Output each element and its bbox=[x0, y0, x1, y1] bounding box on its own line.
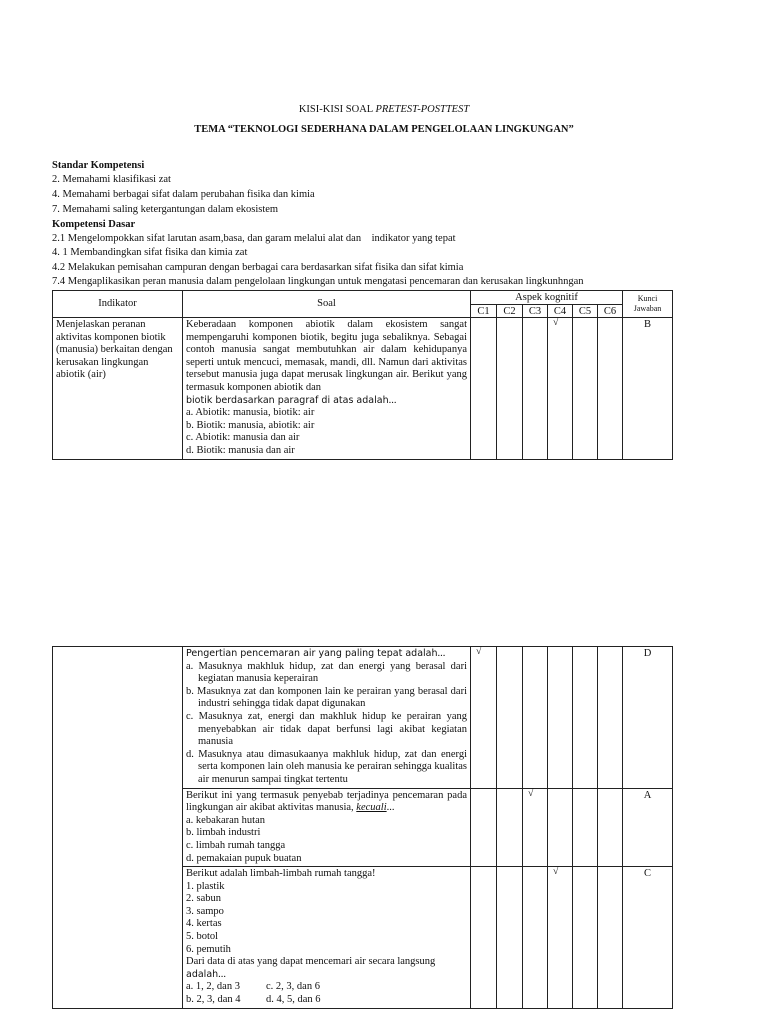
level-cell bbox=[573, 318, 598, 460]
soal-cell bbox=[183, 318, 471, 460]
ellipsis: ... bbox=[437, 648, 446, 659]
soal-cell bbox=[183, 867, 471, 1009]
level-cell bbox=[598, 788, 623, 867]
answer-option: a. Abiotik: manusia, biotik: air bbox=[186, 407, 315, 419]
answer-option: c. Masuknya zat, energi dan makhluk hidup ke perairan yang menyebabkan air tidak dapat berfunsi lagi akibat kegiatan manusia bbox=[186, 710, 467, 748]
ellipsis: ... bbox=[218, 968, 227, 980]
check-mark-c3: √ bbox=[523, 788, 548, 867]
list-item: 3. sampo bbox=[186, 905, 224, 917]
list-item: 4. kertas bbox=[186, 918, 222, 930]
answer-option-row bbox=[186, 994, 467, 1007]
answer-option: b. limbah industri bbox=[186, 827, 261, 839]
answer-key: C bbox=[623, 867, 673, 1009]
question-stem-tail bbox=[186, 395, 467, 408]
answer-option: c. Abiotik: manusia dan air bbox=[186, 432, 300, 444]
answer-option: b. Biotik: manusia, abiotik: air bbox=[186, 419, 315, 431]
stem-text: Pengertian pencemaran air yang paling tepat adalah bbox=[186, 648, 438, 659]
level-cell bbox=[497, 867, 523, 1009]
indikator-cell bbox=[53, 647, 183, 1009]
answer-option: d. pemakaian pupuk buatan bbox=[186, 852, 302, 864]
question-tail bbox=[186, 969, 467, 982]
title-italic: PRETEST-POSTTEST bbox=[375, 104, 470, 115]
document-subtitle: TEMA “TEKNOLOGI SEDERHANA DALAM PENGELOLAAN LINGKUNGAN” bbox=[194, 124, 574, 135]
check-mark-c4: √ bbox=[548, 318, 573, 460]
answer-option: d. Biotik: manusia dan air bbox=[186, 444, 295, 456]
header-soal: Soal bbox=[183, 291, 471, 318]
level-cell bbox=[573, 788, 598, 867]
list-item: 1. plastik bbox=[186, 880, 225, 892]
level-cell bbox=[523, 867, 548, 1009]
level-cell bbox=[497, 647, 523, 789]
answer-option: c. limbah rumah tangga bbox=[186, 839, 286, 851]
header-c6: C6 bbox=[598, 305, 623, 318]
answer-option: b. Masuknya zat dan komponen lain ke perairan yang berasal dari industri sehingga tidak dapat digunakan bbox=[186, 685, 467, 710]
stem-kecuali: kecuali bbox=[356, 802, 387, 814]
answer-option-row bbox=[186, 981, 467, 994]
question-text: Dari data di atas yang dapat mencemari air secara langsung bbox=[186, 956, 436, 968]
level-cell bbox=[573, 867, 598, 1009]
level-cell bbox=[471, 318, 497, 460]
header-kunci-jawaban bbox=[623, 291, 673, 318]
level-cell bbox=[598, 318, 623, 460]
answer-key: A bbox=[623, 788, 673, 867]
answer-option: a. Masuknya makhluk hidup, zat dan energi yang berasal dari kegiatan manusia keperairan bbox=[186, 660, 467, 685]
question-stem: Berikut adalah limbah-limbah rumah tangga! bbox=[186, 868, 376, 880]
level-cell bbox=[523, 318, 548, 460]
ellipsis: ... bbox=[388, 394, 397, 406]
dasar-item: 7.4 Mengaplikasikan peran manusia dalam pengelolaan lingkungan untuk mengatasi pencemaran dan kerusakan lingkunhngan bbox=[52, 276, 584, 287]
ellipsis: ... bbox=[386, 802, 395, 814]
answer-key: D bbox=[623, 647, 673, 789]
check-mark-c4: √ bbox=[548, 867, 573, 1009]
level-cell bbox=[471, 788, 497, 867]
soal-cell bbox=[183, 647, 471, 789]
level-cell bbox=[598, 647, 623, 789]
dasar-heading: Kompetensi Dasar bbox=[52, 219, 136, 230]
header-c5: C5 bbox=[573, 305, 598, 318]
kunci-line2: Jawaban bbox=[633, 304, 662, 313]
answer-option: d. Masuknya atau dimasukaanya makhluk hidup, zat dan energi serta komponen lain oleh manusia ke perairan sehingga kualitas air menurun sampai tingkat tertentu bbox=[186, 748, 467, 785]
question-stem: Keberadaan komponen abiotik dalam ekosistem sangat mempengaruhi komponen biotik, begitu juga sebaliknya. Sebagai contoh manusia sangat membutuhkan air dalam kehidupanya seperti untuk mencuci, memasak, mandi, dll. Namun dari aktivitas tersebut manusia juga dapat merusak lingkungan air. Berikut yang termasuk komponen abiotik dan bbox=[186, 319, 467, 393]
level-cell bbox=[523, 647, 548, 789]
stem-text: Berikut ini yang termasuk penyebab terjadinya pencemaran pada lingkungan air akibat aktivitas manusia, bbox=[186, 789, 467, 814]
header-c1: C1 bbox=[471, 305, 497, 318]
standar-item: 4. Memahami berbagai sifat dalam perubahan fisika dan kimia bbox=[52, 189, 315, 200]
standar-item: 2. Memahami klasifikasi zat bbox=[52, 174, 171, 185]
kisi-table-1 bbox=[52, 290, 673, 460]
question-tail-text: adalah bbox=[186, 968, 219, 980]
level-cell bbox=[548, 647, 573, 789]
level-cell bbox=[471, 867, 497, 1009]
level-cell bbox=[573, 647, 598, 789]
stem-tail-text: biotik berdasarkan paragraf di atas adalah bbox=[186, 394, 389, 406]
indikator-cell: Menjelaskan peranan aktivitas komponen biotik (manusia) berkaitan dengan kerusakan lingkungan abiotik (air) bbox=[53, 318, 183, 460]
title-prefix: KISI-KISI SOAL bbox=[298, 104, 376, 115]
level-cell bbox=[598, 867, 623, 1009]
dasar-item: 2.1 Mengelompokkan sifat larutan asam,basa, dan garam melalui alat dan indikator yang tepat bbox=[52, 233, 456, 244]
header-c2: C2 bbox=[497, 305, 523, 318]
list-item: 5. botol bbox=[186, 931, 219, 943]
level-cell bbox=[497, 318, 523, 460]
soal-cell bbox=[183, 788, 471, 867]
answer-key: B bbox=[623, 318, 673, 460]
header-indikator: Indikator bbox=[53, 291, 183, 318]
answer-option-b: b. 2, 3, dan 4 bbox=[186, 994, 241, 1006]
standar-item: 7. Memahami saling ketergantungan dalam ekosistem bbox=[52, 204, 279, 215]
level-cell bbox=[497, 788, 523, 867]
answer-option-c: c. 2, 3, dan 6 bbox=[266, 981, 320, 993]
document-title bbox=[0, 104, 768, 115]
kunci-line1: Kunci bbox=[637, 294, 658, 303]
answer-option-a: a. 1, 2, dan 3 bbox=[186, 981, 240, 993]
question-stem bbox=[186, 648, 467, 661]
header-aspek-kognitif: Aspek kognitif bbox=[471, 291, 623, 305]
question-stem bbox=[186, 790, 467, 815]
standar-heading: Standar Kompetensi bbox=[52, 160, 145, 171]
list-item: 2. sabun bbox=[186, 893, 221, 905]
kisi-table-2 bbox=[52, 646, 673, 1009]
dasar-item: 4. 1 Membandingkan sifat fisika dan kimia zat bbox=[52, 247, 248, 258]
level-cell bbox=[548, 788, 573, 867]
answer-option: a. kebakaran hutan bbox=[186, 814, 266, 826]
check-mark-c1: √ bbox=[471, 647, 497, 789]
dasar-item: 4.2 Melakukan pemisahan campuran dengan berbagai cara berdasarkan sifat fisika dan sifat kimia bbox=[52, 262, 464, 273]
answer-option-d: d. 4, 5, dan 6 bbox=[266, 994, 321, 1006]
header-c4: C4 bbox=[548, 305, 573, 318]
header-c3: C3 bbox=[523, 305, 548, 318]
list-item: 6. pemutih bbox=[186, 943, 231, 955]
